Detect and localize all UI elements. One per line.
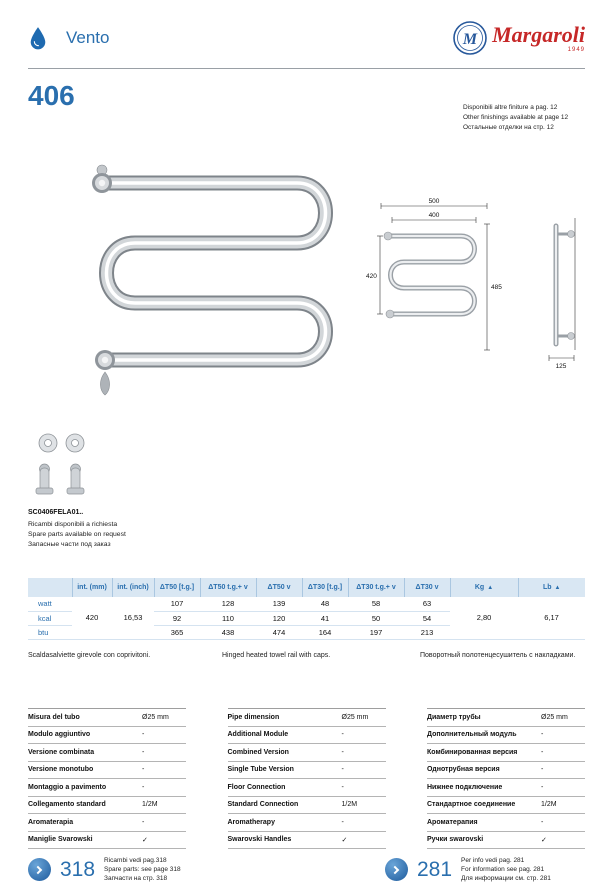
spare-note-en: Spare parts available on request bbox=[28, 531, 126, 538]
swivel-bracket-icon bbox=[36, 464, 53, 494]
ref-line: Per info vedi pag. 281 bbox=[461, 857, 525, 864]
int-mm-value: 420 bbox=[85, 613, 99, 623]
col-header-dt50-tgv: ΔT50 t.g.+ v bbox=[200, 578, 256, 597]
stat-value: 48 bbox=[320, 599, 330, 609]
stat-value: 139 bbox=[272, 599, 286, 609]
spare-parts-page-ref bbox=[28, 856, 181, 883]
spec-label: Pipe dimension bbox=[227, 713, 280, 721]
spec-row bbox=[228, 814, 386, 832]
spec-label: Combined Version bbox=[227, 748, 289, 756]
col-header-blank bbox=[28, 578, 72, 597]
row-watt bbox=[28, 597, 585, 611]
spec-value: - bbox=[142, 818, 145, 826]
spare-parts-photo bbox=[28, 428, 123, 506]
spec-label: Versione monotubo bbox=[28, 766, 94, 774]
stat-value: 164 bbox=[318, 627, 332, 637]
spec-label: Versione combinata bbox=[28, 748, 95, 756]
spec-row bbox=[28, 762, 186, 780]
spare-part-code: SC0406FELA01.. bbox=[28, 509, 84, 516]
row-label-kcal: kcal bbox=[38, 613, 52, 623]
spec-table-en bbox=[228, 708, 386, 849]
spec-label: Стандартное соединение bbox=[427, 801, 516, 809]
spec-row bbox=[228, 727, 386, 745]
margaroli-monogram-icon bbox=[452, 20, 488, 56]
col-header-dt50-tg: ΔT50 [t.g.] bbox=[154, 578, 200, 597]
spec-label: Ручки swarovski bbox=[427, 836, 484, 844]
svg-text:M: M bbox=[462, 31, 478, 48]
spec-label: Однотрубная версия bbox=[427, 766, 500, 774]
ref-line: Ricambi vedi pag.318 bbox=[104, 857, 167, 864]
spec-row bbox=[228, 709, 386, 727]
series-title: Vento bbox=[66, 28, 110, 47]
spare-page-lines bbox=[104, 856, 181, 883]
spec-label: Floor Connection bbox=[227, 783, 286, 791]
spec-table-it bbox=[28, 708, 186, 849]
header-divider bbox=[28, 68, 585, 69]
page-header bbox=[28, 14, 585, 62]
spec-value: - bbox=[341, 783, 344, 791]
model-number: 406 bbox=[28, 80, 75, 111]
decorative-finial bbox=[100, 372, 109, 395]
spec-value: - bbox=[142, 783, 145, 791]
spec-row bbox=[427, 814, 585, 832]
stat-value: 128 bbox=[221, 599, 235, 609]
ref-line: Spare parts: see page 318 bbox=[104, 866, 181, 873]
spec-value: - bbox=[341, 766, 344, 774]
spare-note-ru: Запасные части под заказ bbox=[28, 541, 111, 548]
spec-label: Диаметр трубы bbox=[427, 713, 481, 721]
stat-value: 63 bbox=[422, 599, 432, 609]
spec-label: Modulo aggiuntivo bbox=[28, 731, 91, 739]
technical-drawing bbox=[366, 192, 593, 372]
row-label-watt: watt bbox=[38, 599, 52, 609]
spec-row bbox=[28, 797, 186, 815]
col-header-dt50-v: ΔT50 v bbox=[256, 578, 302, 597]
margaroli-logo bbox=[452, 20, 585, 56]
stat-value: 438 bbox=[221, 627, 235, 637]
spec-label: Single Tube Version bbox=[227, 766, 294, 774]
washer-icon bbox=[39, 434, 57, 452]
towel-rail-tube bbox=[107, 183, 326, 360]
spec-row bbox=[427, 762, 585, 780]
spec-value: - bbox=[541, 766, 544, 774]
spec-row bbox=[228, 762, 386, 780]
swivel-bracket-icon bbox=[67, 464, 84, 494]
front-view-tube bbox=[388, 236, 475, 314]
spec-row bbox=[427, 727, 585, 745]
stat-value: 120 bbox=[272, 613, 286, 623]
brand-wordmark bbox=[492, 21, 585, 53]
spec-value: - bbox=[541, 731, 544, 739]
spec-label: Collegamento standard bbox=[28, 801, 106, 809]
stat-value: 197 bbox=[369, 627, 383, 637]
stat-value: 365 bbox=[170, 627, 184, 637]
ratings-header-row bbox=[28, 578, 585, 597]
spec-value: 1/2M bbox=[541, 801, 557, 809]
spec-label: Дополнительный модуль bbox=[427, 731, 517, 739]
spec-value: Ø25 mm bbox=[142, 713, 169, 721]
spec-value: - bbox=[341, 731, 344, 739]
col-header-int-inch: int. (inch) bbox=[112, 578, 154, 597]
spec-value: - bbox=[541, 783, 544, 791]
spec-row bbox=[228, 744, 386, 762]
ref-line: Для информации см. стр. 281 bbox=[461, 875, 551, 882]
spec-value: - bbox=[142, 731, 145, 739]
stat-value: 92 bbox=[172, 613, 182, 623]
top-wall-mount bbox=[92, 165, 112, 193]
stat-value: 41 bbox=[320, 613, 330, 623]
dim-height-right-label: 485 bbox=[491, 284, 502, 291]
col-header-dt30-v: ΔT30 v bbox=[404, 578, 450, 597]
spec-value: ✓ bbox=[142, 836, 148, 844]
chevron-right-icon bbox=[34, 865, 42, 873]
int-inch-value: 16,53 bbox=[123, 613, 143, 623]
spec-row bbox=[228, 779, 386, 797]
caption-it: Scaldasalviette girevole con coprivitoni. bbox=[28, 652, 151, 659]
spec-row bbox=[28, 832, 186, 850]
kg-triangle-icon: ▲ bbox=[487, 585, 494, 591]
bottom-wall-mount bbox=[95, 350, 115, 395]
spec-row bbox=[427, 744, 585, 762]
spec-row bbox=[28, 814, 186, 832]
info-page-number: 281 bbox=[417, 857, 453, 881]
chevron-right-icon bbox=[391, 865, 399, 873]
spec-row bbox=[28, 709, 186, 727]
spec-label: Misura del tubo bbox=[28, 713, 80, 721]
spec-label: Standard Connection bbox=[227, 801, 299, 809]
stat-value: 50 bbox=[371, 613, 381, 623]
brand-year: 1949 bbox=[567, 46, 585, 53]
arrow-circle-icon bbox=[28, 858, 51, 881]
availability-notes bbox=[463, 103, 568, 133]
vento-drop-icon bbox=[28, 25, 48, 51]
ref-line: Запчасти на стр. 318 bbox=[104, 875, 168, 882]
spec-value: - bbox=[541, 748, 544, 756]
caption-en: Hinged heated towel rail with caps. bbox=[222, 652, 331, 659]
spec-value: 1/2M bbox=[341, 801, 358, 809]
spec-value: Ø25 mm bbox=[341, 713, 369, 721]
spec-label: Ароматерапия bbox=[427, 818, 478, 826]
spec-tables bbox=[28, 708, 585, 849]
stat-value: 110 bbox=[222, 613, 234, 623]
spec-label: Комбинированная версия bbox=[427, 748, 518, 756]
stat-value: 58 bbox=[371, 599, 381, 609]
col-header-lb: Lb ▲ bbox=[518, 578, 585, 597]
availability-note-ru: Остальные отделки на стр. 12 bbox=[463, 124, 554, 131]
spec-label: Aromatherapy bbox=[227, 818, 275, 826]
info-page-lines bbox=[461, 856, 551, 883]
side-view bbox=[549, 218, 575, 370]
availability-note-it: Disponibili altre finiture a pag. 12 bbox=[463, 104, 558, 111]
availability-note-en: Other finishings available at page 12 bbox=[463, 114, 569, 121]
info-page-ref bbox=[385, 856, 551, 883]
spec-label: Maniglie Svarowski bbox=[28, 836, 93, 844]
spec-value: 1/2M bbox=[142, 801, 158, 809]
brand-name: Margaroli bbox=[492, 21, 585, 47]
spare-page-number: 318 bbox=[60, 857, 96, 881]
spec-table-ru bbox=[427, 708, 585, 849]
stat-value: 107 bbox=[170, 599, 184, 609]
caption-ru: Поворотный полотенцесушитель с накладками. bbox=[420, 652, 576, 659]
arrow-circle-icon bbox=[385, 858, 408, 881]
spec-row bbox=[427, 797, 585, 815]
stat-value: 54 bbox=[422, 613, 432, 623]
lb-triangle-icon: ▲ bbox=[554, 585, 561, 591]
spec-label: Swarovski Handles bbox=[227, 836, 292, 844]
spec-row bbox=[28, 727, 186, 745]
spec-value: ✓ bbox=[341, 836, 348, 844]
dim-top-width-label: 500 bbox=[428, 198, 440, 205]
spec-label: Нижнее подключение bbox=[427, 783, 503, 791]
spec-label: Montaggio a pavimento bbox=[28, 783, 107, 791]
spec-row bbox=[427, 832, 585, 850]
col-header-int-mm: int. (mm) bbox=[72, 578, 112, 597]
spec-label: Aromaterapia bbox=[28, 818, 74, 826]
spec-value: - bbox=[142, 748, 145, 756]
spec-value: ✓ bbox=[541, 836, 547, 844]
dim-side-depth-label: 125 bbox=[555, 363, 567, 370]
spec-value: - bbox=[341, 818, 344, 826]
spec-label: Additional Module bbox=[227, 731, 289, 739]
spec-row bbox=[427, 779, 585, 797]
ref-line: For information see pag. 281 bbox=[461, 866, 545, 873]
lb-value: 6,17 bbox=[544, 613, 559, 623]
spec-row bbox=[228, 797, 386, 815]
spare-note-it: Ricambi disponibili a richiesta bbox=[28, 521, 118, 528]
spec-value: - bbox=[142, 766, 145, 774]
kg-value: 2,80 bbox=[476, 613, 492, 623]
stat-value: 213 bbox=[420, 627, 434, 637]
spec-row bbox=[28, 744, 186, 762]
spec-value: - bbox=[341, 748, 344, 756]
dim-inner-width-label: 400 bbox=[428, 212, 440, 219]
col-header-dt30-tg: ΔT30 [t.g.] bbox=[302, 578, 348, 597]
col-header-kg: Kg ▲ bbox=[450, 578, 518, 597]
dim-height-left-label: 420 bbox=[366, 273, 377, 280]
row-label-btu: btu bbox=[38, 627, 49, 637]
spec-row bbox=[427, 709, 585, 727]
ratings-table bbox=[28, 578, 585, 640]
spec-value: Ø25 mm bbox=[541, 713, 568, 721]
col-header-dt30-tgv: ΔT30 t.g.+ v bbox=[348, 578, 404, 597]
washer-icon bbox=[66, 434, 84, 452]
stat-value: 474 bbox=[272, 627, 286, 637]
spec-row bbox=[28, 779, 186, 797]
spare-parts-notes bbox=[28, 520, 126, 550]
spec-row bbox=[228, 832, 386, 850]
product-photo bbox=[55, 148, 375, 423]
spec-value: - bbox=[541, 818, 544, 826]
